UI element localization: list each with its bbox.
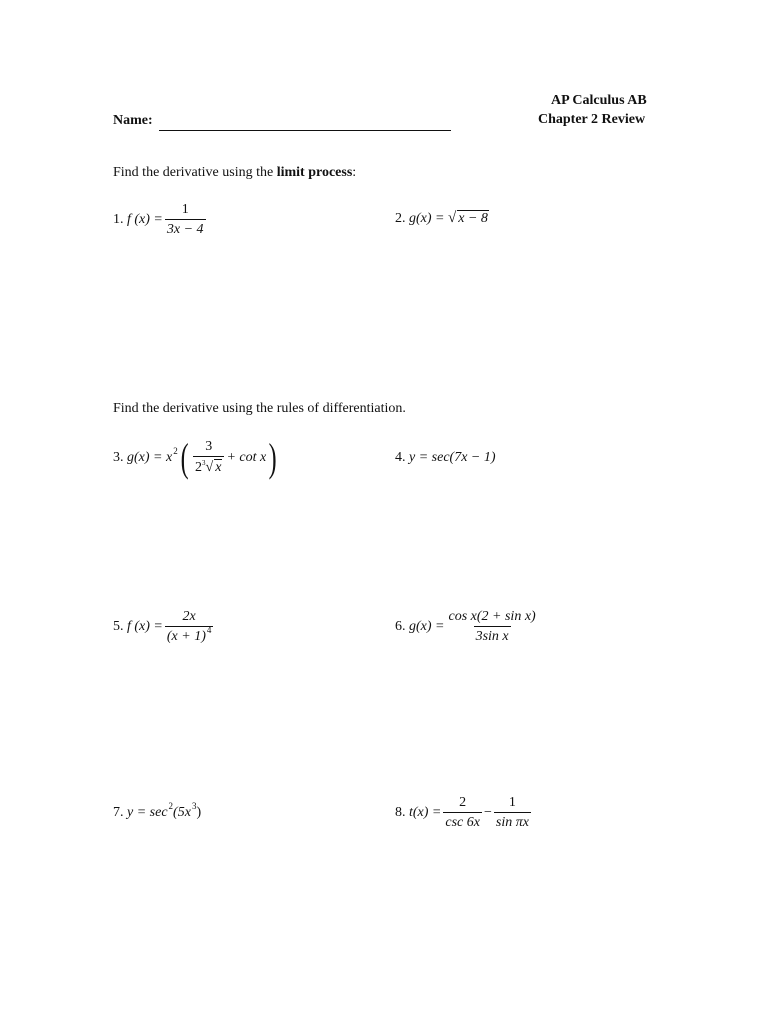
name-field-line[interactable] [159,130,451,131]
problem-lhs: t(x) = [409,805,442,820]
problem-2 [395,210,489,227]
name-label: Name: [113,113,153,128]
radical-icon: √ [205,460,214,475]
numerator: 1 [181,202,189,217]
problem-5 [113,609,215,645]
problem-number: 1. [113,212,124,227]
denominator-1: csc 6x [443,812,482,831]
left-paren-icon: ( [180,435,189,480]
problem-1 [113,202,208,238]
fraction [165,609,214,645]
problem-lhs: g(x) = [409,210,445,226]
numerator-1: 2 [459,795,467,810]
problem-lhs: f (x) = [127,212,163,227]
problem-7 [113,801,202,821]
numerator-2: 1 [508,795,516,810]
denominator-base: (x + 1) [166,629,206,644]
problem-lhs: y = sec [127,805,168,820]
denominator [193,456,224,477]
root-index: 3 [202,459,206,467]
limit-process-instruction [113,165,356,181]
problem-number: 5. [113,619,124,634]
problem-number: 3. [113,450,124,465]
problem-4 [395,450,496,466]
course-title: AP Calculus AB [551,93,647,108]
minus-sign: − [483,805,492,820]
sqrt-icon: √ [448,210,457,226]
fraction [447,609,538,645]
fraction [165,202,206,238]
numerator: cos x(2 + sin x) [448,609,536,624]
chapter-title: Chapter 2 Review [538,112,646,127]
right-paren-icon: ) [268,435,277,480]
close-paren: ) [196,805,202,820]
radicand: x [215,460,222,475]
coefficient: 2 [195,460,203,475]
tail-term: + cot x [226,450,267,465]
numerator: 2x [182,609,196,624]
instruction-emphasis: limit process [276,165,353,180]
denominator-exponent: 4 [206,625,212,635]
denominator [165,626,214,645]
problem-8 [395,795,533,831]
radicand: x − 8 [458,211,488,226]
problem-6 [395,609,540,645]
inner-term: (5x [173,805,191,820]
rules-instruction: Find the derivative using the rules of differentiation. [113,401,406,416]
denominator: 3x − 4 [165,219,206,238]
problem-expression: y = sec(7x − 1) [409,450,496,465]
problem-lhs: g(x) = x [127,450,173,465]
fraction-1 [443,795,482,831]
instruction-colon: : [352,165,357,180]
numerator: 3 [205,439,213,454]
fraction [193,439,224,477]
problem-lhs: g(x) = [409,619,445,634]
problem-number: 4. [395,450,406,465]
inner-exponent: 3 [191,801,197,811]
problem-number: 2. [395,210,406,226]
denominator: 3sin x [474,626,511,645]
instruction-text: Find the derivative using the [113,165,277,180]
problem-3 [113,435,280,480]
exponent: 2 [173,446,178,456]
problem-number: 7. [113,805,124,820]
problem-number: 6. [395,619,406,634]
denominator-2: sin πx [494,812,531,831]
problem-lhs: f (x) = [127,619,163,634]
problem-number: 8. [395,805,406,820]
fraction-2 [494,795,531,831]
exponent: 2 [168,801,174,811]
